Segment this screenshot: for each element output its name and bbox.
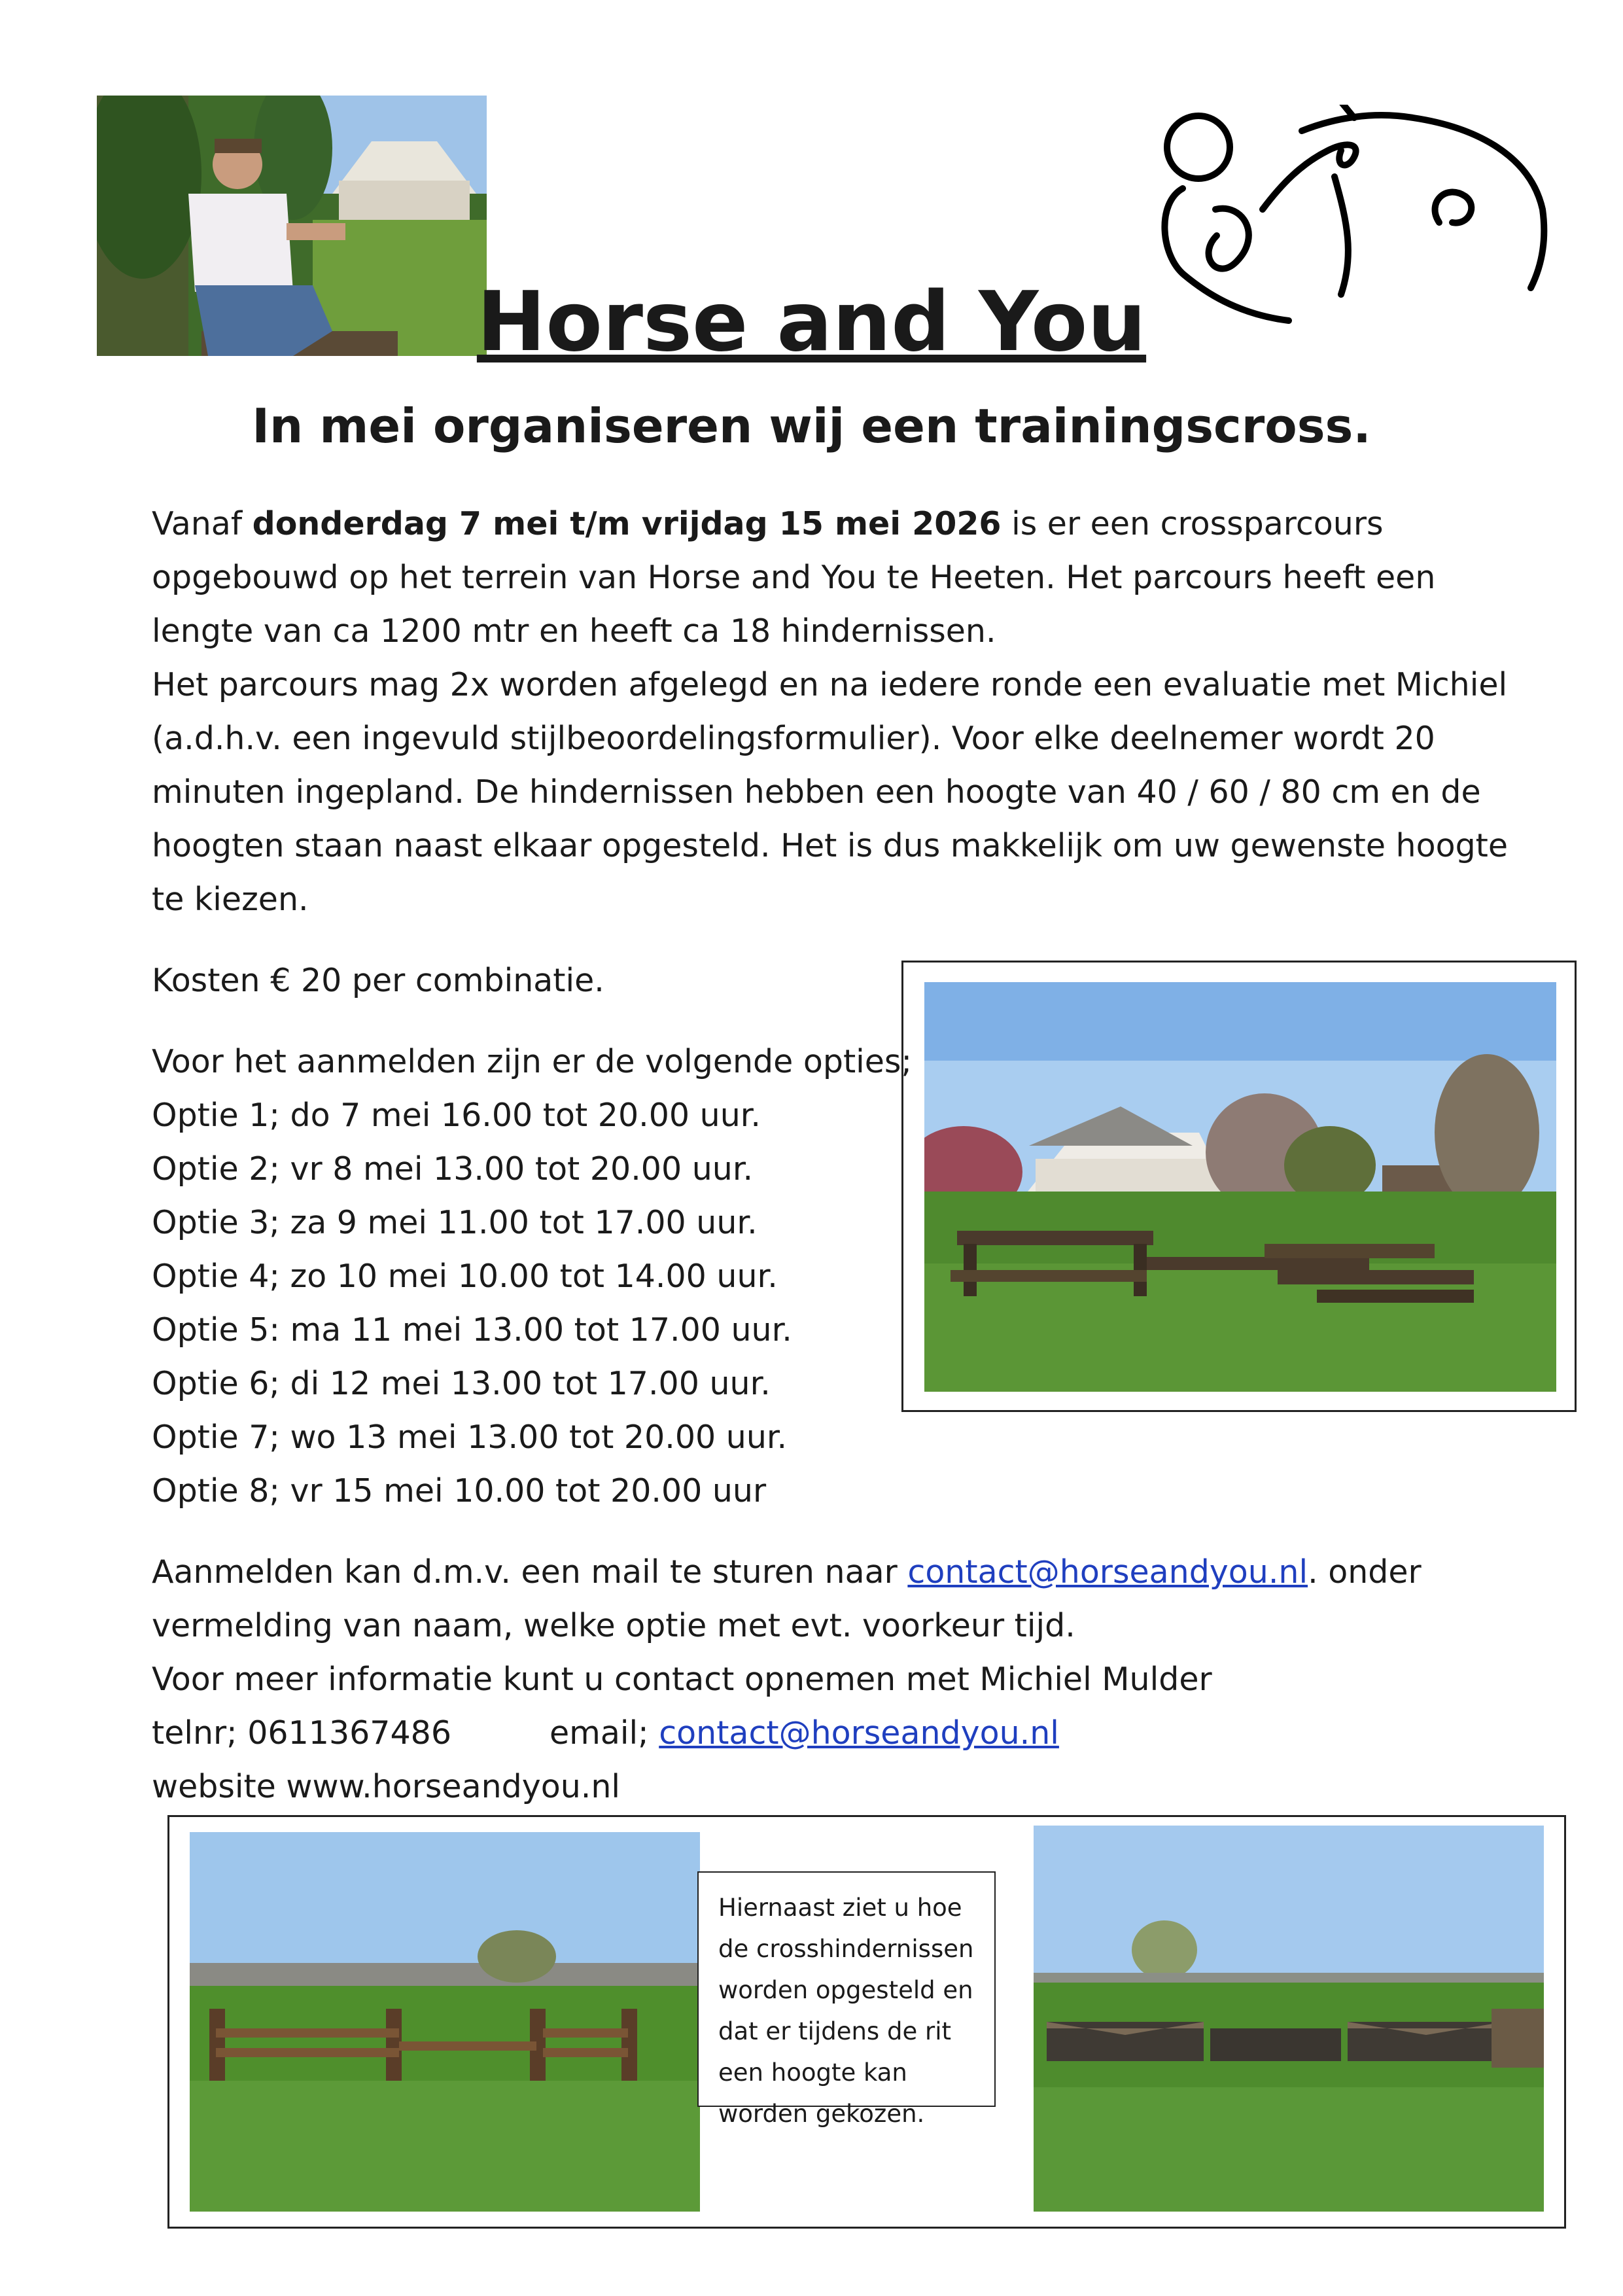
option-item: Optie 6; di 12 mei 13.00 tot 17.00 uur. bbox=[152, 1365, 771, 1402]
signup-line-2: vermelding van naam, welke optie met evt. voorkeur tijd. bbox=[152, 1607, 1075, 1644]
option-item: Optie 1; do 7 mei 16.00 tot 20.00 uur. bbox=[152, 1097, 761, 1134]
signup-text: Aanmelden kan d.m.v. een mail te sturen naar bbox=[152, 1553, 908, 1591]
cross-course-photo bbox=[924, 982, 1556, 1392]
options-list bbox=[152, 1035, 924, 1518]
option-item: Optie 2; vr 8 mei 13.00 tot 20.00 uur. bbox=[152, 1150, 754, 1188]
page-title: Horse and You bbox=[476, 274, 1147, 370]
option-item: Optie 3; za 9 mei 11.00 tot 17.00 uur. bbox=[152, 1204, 758, 1241]
option-item: Optie 5: ma 11 mei 13.00 tot 17.00 uur. bbox=[152, 1311, 792, 1349]
options-items bbox=[152, 1089, 924, 1518]
obstacle-photo-right bbox=[1034, 1826, 1544, 2212]
event-dates: donderdag 7 mei t/m vrijdag 15 mei 2026 bbox=[252, 505, 1002, 542]
intro-paragraph-2: Het parcours mag 2x worden afgelegd en na iedere ronde een evaluatie met Michiel (a.d.h.v. een ingevuld stijlbeoordelingsformulier). Voor elke deelnemer wordt 20 minuten ingepland. De hindernissen hebben een hoogte van 40 / 60 / 80 cm en de hoogten staan naast elkaar opgesteld. Het is dus makkelijk om uw gewenste hoogte te kiezen. bbox=[152, 666, 1509, 918]
phone-email-line bbox=[152, 1706, 1558, 1760]
costs-text: Kosten € 20 per combinatie. bbox=[152, 962, 604, 999]
caption-box bbox=[697, 1871, 996, 2128]
obstacle-photo-left bbox=[190, 1832, 700, 2212]
option-item: Optie 8; vr 15 mei 10.00 tot 20.00 uur bbox=[152, 1472, 767, 1510]
website-line: website www.horseandyou.nl bbox=[152, 1768, 621, 1805]
email-link-2[interactable]: contact@horseandyou.nl bbox=[659, 1714, 1059, 1752]
info-line: Voor meer informatie kunt u contact opnemen met Michiel Mulder bbox=[152, 1661, 1212, 1698]
intro-text: is er een crossparcours opgebouwd op het terrein van Horse and You te Heeten. Het parcours heeft een lengte van ca 1200 mtr en heeft ca 18 hindernissen. bbox=[152, 505, 1436, 650]
caption-text: Hiernaast ziet u hoe de crosshindernissen worden opgesteld en dat er tijdens de rit een hoogte kan worden gekozen. bbox=[718, 1894, 974, 2128]
cross-course-photo-frame bbox=[901, 961, 1577, 1412]
option-item: Optie 7; wo 13 mei 13.00 tot 20.00 uur. bbox=[152, 1419, 788, 1456]
options-heading: Voor het aanmelden zijn er de volgende opties; bbox=[152, 1043, 912, 1080]
option-item: Optie 4; zo 10 mei 10.00 tot 14.00 uur. bbox=[152, 1258, 778, 1295]
signup-text: . onder bbox=[1308, 1553, 1422, 1591]
intro-paragraph-1 bbox=[152, 497, 1539, 658]
email-label: email; bbox=[550, 1714, 659, 1752]
signup-line bbox=[152, 1545, 1558, 1599]
email-link[interactable]: contact@horseandyou.nl bbox=[907, 1553, 1308, 1591]
intro-text: Vanaf bbox=[152, 505, 253, 542]
page-subtitle: In mei organiseren wij een trainingscross. bbox=[252, 398, 1371, 453]
contact-section bbox=[152, 1545, 1558, 1814]
contact-paragraph bbox=[152, 1545, 1558, 1814]
phone-number: telnr; 0611367486 bbox=[152, 1714, 452, 1752]
intro-section bbox=[152, 497, 1539, 927]
